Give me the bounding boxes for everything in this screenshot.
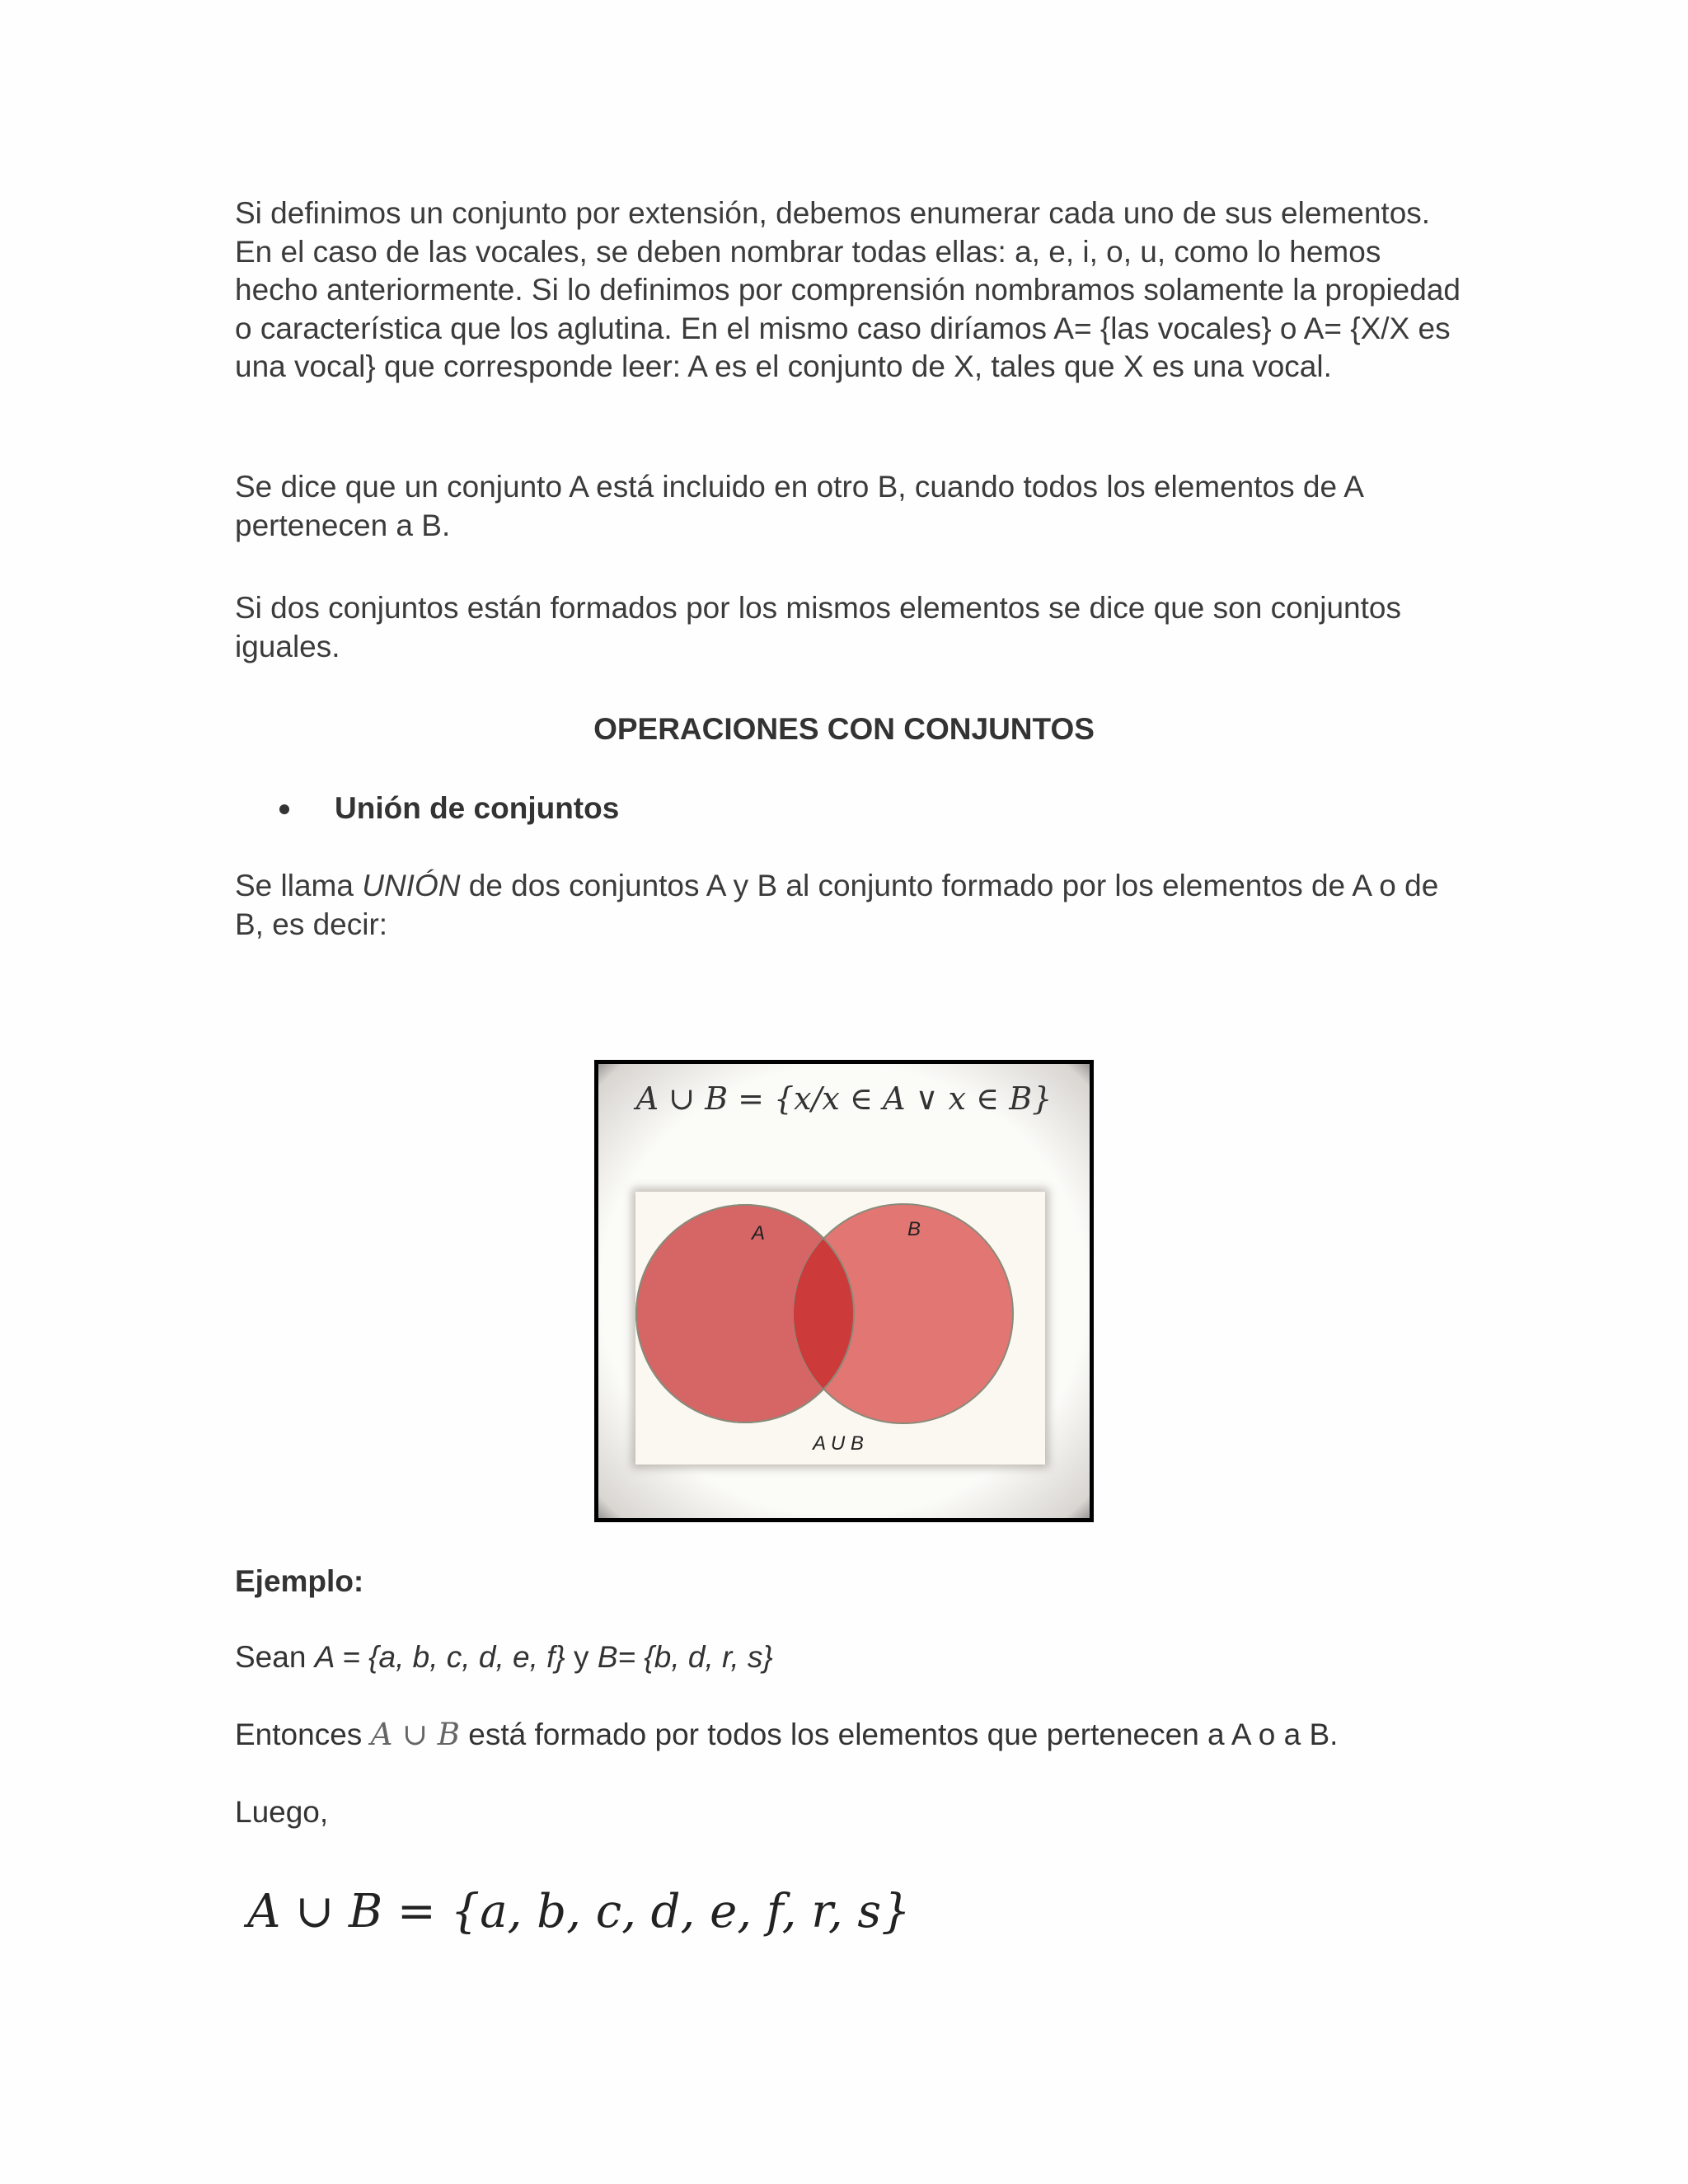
union-term: UNIÓN bbox=[362, 869, 461, 902]
bullet-icon bbox=[279, 804, 289, 814]
example-line1-mid: y bbox=[565, 1640, 598, 1674]
venn-diagram-figure bbox=[594, 1060, 1094, 1522]
example-then-line: Luego, bbox=[235, 1795, 329, 1829]
paragraph-equal-sets: Si dos conjuntos están formados por los mismos elementos se dice que son conjuntos iguales. bbox=[235, 591, 1401, 663]
example-line2-suffix: está formado por todos los elementos que pertenecen a A o a B. bbox=[460, 1718, 1339, 1751]
inline-union-math: A ∪ B bbox=[370, 1717, 460, 1752]
venn-caption: A U B bbox=[813, 1432, 864, 1455]
union-definition-after: de dos conjuntos A y B al conjunto formado por los elementos de A o de B, es decir: bbox=[235, 869, 1439, 941]
union-result-text: A ∪ B = {a, b, c, d, e, f, r, s} bbox=[247, 1885, 911, 1938]
union-result-formula bbox=[247, 1883, 911, 1941]
example-heading: Ejemplo: bbox=[235, 1564, 364, 1598]
example-sets-line bbox=[235, 1638, 773, 1676]
set-a-definition: A = {a, b, c, d, e, f} bbox=[314, 1640, 565, 1674]
example-line2-prefix: Entonces bbox=[235, 1718, 371, 1751]
label-b: B bbox=[907, 1218, 921, 1240]
venn-diagram bbox=[635, 1192, 1045, 1465]
venn-svg bbox=[635, 1192, 1045, 1465]
section-heading: OPERACIONES CON CONJUNTOS bbox=[593, 712, 1095, 746]
paragraph-inclusion: Se dice que un conjunto A está incluido en otro B, cuando todos los elementos de A pertenecen a B. bbox=[235, 470, 1362, 542]
example-line1-prefix: Sean bbox=[235, 1640, 315, 1674]
set-b-definition: B= {b, d, r, s} bbox=[597, 1640, 773, 1674]
figure-panel bbox=[598, 1064, 1090, 1518]
union-set-formula: A ∪ B = {x/x ∈ A ∨ x ∈ B} bbox=[635, 1080, 1053, 1117]
union-definition-before: Se llama bbox=[235, 869, 363, 902]
paragraph-union-definition bbox=[235, 867, 1471, 944]
bullet-label: Unión de conjuntos bbox=[335, 791, 620, 825]
label-a: A bbox=[752, 1222, 766, 1244]
paragraph-extension-comprehension: Si definimos un conjunto por extensión, debemos enumerar cada uno de sus elementos. En el caso de las vocales, se deben nombrar todas ellas: a, e, i, o, u, como lo hemos hecho anteriormente. Si lo definimos por comprensión nombramos solamente la propiedad o característica que los aglutina. En el mismo caso diríamos A= {las vocales} o A= {X/X es una vocal} que corresponde leer: A es el conjunto de X, tales que X es una vocal. bbox=[235, 196, 1461, 383]
example-explanation-line bbox=[235, 1716, 1338, 1754]
